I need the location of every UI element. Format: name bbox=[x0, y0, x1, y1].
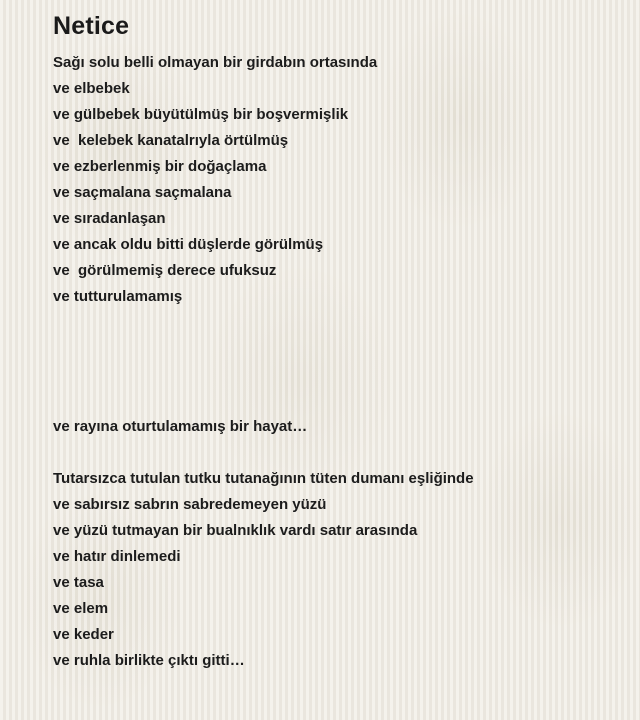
poem-line: ve elem bbox=[53, 600, 109, 617]
poem-line: ve yüzü tutmayan bir bualnıklık vardı satır arasında bbox=[53, 522, 418, 539]
poem-blank-line bbox=[53, 336, 613, 362]
poem-line: ve ruhla birlikte çıktı gitti… bbox=[53, 652, 245, 669]
poem-container bbox=[53, 10, 613, 674]
poem-body bbox=[53, 50, 613, 674]
poem-line: ve saçmalana saçmalana bbox=[53, 184, 232, 201]
poem-line: ve elbebek bbox=[53, 80, 130, 97]
poem-title: Netice bbox=[53, 12, 130, 40]
poem-blank-line bbox=[53, 388, 613, 414]
poem-line: ve kelebek kanatalrıyla örtülmüş bbox=[53, 132, 289, 149]
poem-line: ve rayına oturtulamamış bir hayat… bbox=[53, 418, 308, 435]
poem-line: ve ancak oldu bitti düşlerde görülmüş bbox=[53, 236, 324, 253]
poem-line: ve sıradanlaşan bbox=[53, 210, 166, 227]
poem-line: ve keder bbox=[53, 626, 114, 643]
poem-line: ve görülmemiş derece ufuksuz bbox=[53, 262, 277, 279]
poem-line: ve sabırsız sabrın sabredemeyen yüzü bbox=[53, 496, 327, 513]
poem-line: ve hatır dinlemedi bbox=[53, 548, 181, 565]
poem-blank-line bbox=[53, 362, 613, 388]
poem-line: ve tutturulamamış bbox=[53, 288, 183, 305]
poem-line: ve tasa bbox=[53, 574, 104, 591]
poem-line: Tutarsızca tutulan tutku tutanağının tüten dumanı eşliğinde bbox=[53, 470, 474, 487]
poem-line: ve ezberlenmiş bir doğaçlama bbox=[53, 158, 267, 175]
poem-line: ve gülbebek büyütülmüş bir boşvermişlik bbox=[53, 106, 349, 123]
poem-blank-line bbox=[53, 440, 613, 466]
poem-line: Sağı solu belli olmayan bir girdabın ortasında bbox=[53, 54, 378, 71]
poem-blank-line bbox=[53, 310, 613, 336]
